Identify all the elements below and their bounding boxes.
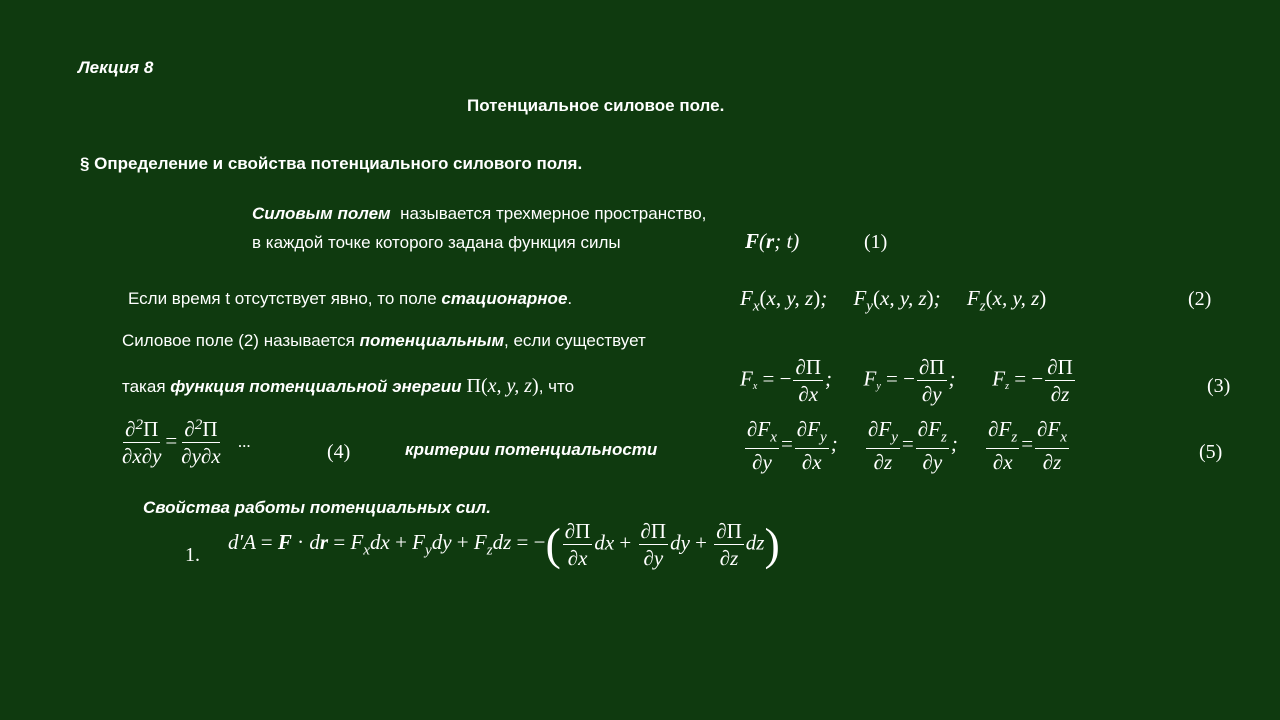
energy-function-term: функция потенциальной энергии (170, 377, 462, 396)
page-title: Потенциальное силовое поле. (467, 96, 725, 115)
definition-text: называется трехмерное пространство, (390, 204, 707, 223)
definition-term: Силовым полем (252, 204, 391, 223)
definition-line-1 (252, 204, 706, 224)
formula-components: $F_x(x$, y, z); $F_y(x$, y, z); $F_z(x$, y, z) (740, 286, 1047, 315)
work-heading: Свойства работы потенциальных сил. (143, 498, 491, 517)
potential-line-1: Силовое поле (2) называется потенциальным, если существует (122, 331, 646, 350)
criteria-label: критерии потенциальности (405, 440, 658, 459)
equation-number-5: (5) (1199, 441, 1223, 463)
formula-force: F(r; t) (745, 229, 800, 253)
work-item-number: 1. (185, 544, 200, 566)
section-heading: § Определение и свойства потенциального силового поля. (80, 154, 583, 173)
definition-text-2: в каждой точке которого задана функция силы (252, 233, 621, 252)
potential-term: потенциальным (359, 331, 505, 350)
formula-potential-gradient: $F_x$ = − $\frac{\partial\Pi}{\partial x}$ ; $F_y$ = − $\frac{\partial\Pi}{\partial y}$ ; $F_z$ = − $\frac{\partial\Pi}{\partial z}$ (740, 355, 1073, 407)
equation-number-2: (2) (1188, 288, 1212, 310)
formula-work: d′A = F · dr = $F_xdx + F_ydy + F_zdz$ = −( $\frac{\partial\Pi}{\partial x}$ dx + $\frac{\partial\Pi}{\partial y}$ dy + $\frac{\partial\Pi}{\partial z}$ dz) (228, 518, 780, 571)
stationary-term: стационарное (441, 289, 568, 308)
formula-criteria: $\frac{\partial F_x}{\partial y}$ = $\frac{\partial F_y}{\partial x}$ ; $\frac{\partial F_y}{\partial z}$ = $\frac{\partial F_z}{\partial y}$ ; $\frac{\partial F_z}{\partial x}$ = $\frac{\partial F_x}{\partial z}$ (747, 417, 1067, 475)
definition-line-2 (252, 233, 621, 253)
stationary-text: Если время t отсутствует явно, то поле (128, 289, 442, 308)
equation-number-4: (4) (327, 441, 351, 463)
lecture-label: Лекция 8 (78, 58, 154, 77)
stationary-line: Если время t отсутствует явно, то поле стационарное. (128, 289, 573, 308)
formula-mixed-derivatives: $\frac{\partial^2\Pi}{\partial x\partial y}$ = $\frac{\partial^2\Pi}{\partial y\partial x}$ ... (122, 417, 251, 469)
potential-line-2: такая функция потенциальной энергии Π(x, y, z), что (122, 375, 575, 397)
equation-number-3: (3) (1207, 375, 1231, 397)
equation-number-1: (1) (864, 231, 888, 253)
